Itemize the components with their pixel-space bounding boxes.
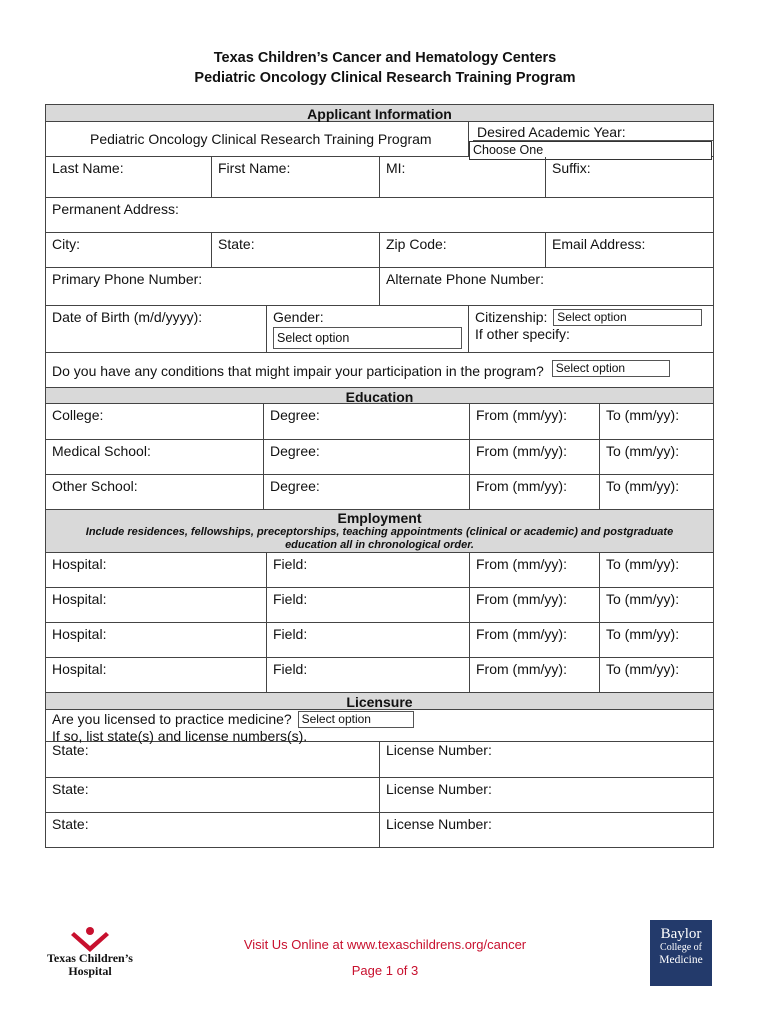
employment-row	[46, 623, 714, 658]
last-name-field[interactable]: Last Name:	[46, 157, 212, 197]
hospital-field[interactable]: Hospital:	[46, 553, 267, 587]
citizenship-label: Citizenship:	[475, 309, 548, 325]
employment-row	[46, 553, 714, 588]
field-field[interactable]: Field:	[267, 588, 470, 622]
education-section-title: Education	[46, 388, 714, 403]
employment-row	[46, 658, 714, 693]
program-row	[46, 122, 714, 157]
medical-school-field[interactable]: Medical School:	[46, 440, 264, 474]
conditions-question: Do you have any conditions that might impair your participation in the program?	[52, 363, 544, 379]
desired-year-label: Desired Academic Year:	[473, 124, 713, 141]
employment-section-title: Employment	[337, 510, 422, 526]
city-field[interactable]: City:	[46, 233, 212, 267]
gender-label: Gender:	[273, 309, 324, 325]
other-school-field[interactable]: Other School:	[46, 475, 264, 509]
gender-cell	[267, 306, 469, 352]
education-row	[46, 440, 714, 475]
dob-field[interactable]: Date of Birth (m/d/yyyy):	[46, 306, 267, 352]
suffix-field[interactable]: Suffix:	[546, 157, 714, 197]
licensure-question-row	[46, 710, 714, 742]
from-date-field[interactable]: From (mm/yy):	[470, 553, 600, 587]
degree-field[interactable]: Degree:	[264, 404, 470, 439]
license-number-field[interactable]: License Number:	[380, 742, 714, 777]
applicant-section-header	[46, 105, 714, 122]
alternate-phone-field[interactable]: Alternate Phone Number:	[380, 268, 714, 305]
license-state-field[interactable]: State:	[46, 742, 380, 777]
page-number: Page 1 of 3	[351, 963, 419, 978]
application-form	[45, 104, 714, 848]
employment-row	[46, 588, 714, 623]
form-title: Texas Children’s Cancer and Hematology Centers	[213, 50, 557, 66]
baylor-line1: Baylor	[660, 926, 702, 942]
licensure-question-cell	[46, 710, 714, 744]
zip-field[interactable]: Zip Code:	[380, 233, 546, 267]
baylor-line3: Medicine	[659, 954, 703, 966]
citizenship-cell	[469, 306, 714, 352]
from-date-field[interactable]: From (mm/yy):	[470, 588, 600, 622]
employment-section-header	[46, 510, 714, 553]
hospital-field[interactable]: Hospital:	[46, 588, 267, 622]
desired-year-cell	[469, 122, 714, 156]
license-state-field[interactable]: State:	[46, 778, 380, 812]
tch-logo-line1: Texas Children’s	[47, 951, 133, 965]
college-field[interactable]: College:	[46, 404, 264, 439]
to-date-field[interactable]: To (mm/yy):	[600, 553, 714, 587]
to-date-field[interactable]: To (mm/yy):	[600, 404, 714, 439]
email-field[interactable]: Email Address:	[546, 233, 714, 267]
to-date-field[interactable]: To (mm/yy):	[600, 623, 714, 657]
conditions-row	[46, 353, 714, 388]
licensure-section-header	[46, 693, 714, 710]
website-link[interactable]: Visit Us Online at www.texaschildrens.org/cancer	[243, 937, 527, 952]
licensed-select[interactable]: Select option	[298, 711, 414, 728]
from-date-field[interactable]: From (mm/yy):	[470, 623, 600, 657]
name-row	[46, 157, 714, 198]
conditions-select[interactable]: Select option	[552, 360, 670, 377]
from-date-field[interactable]: From (mm/yy):	[470, 440, 600, 474]
employment-header-cell	[46, 510, 714, 552]
gender-select[interactable]: Select option	[273, 327, 462, 349]
permanent-address-field[interactable]: Permanent Address:	[46, 198, 714, 232]
to-date-field[interactable]: To (mm/yy):	[600, 658, 714, 692]
hospital-field[interactable]: Hospital:	[46, 658, 267, 692]
field-field[interactable]: Field:	[267, 658, 470, 692]
license-number-field[interactable]: License Number:	[380, 778, 714, 812]
from-date-field[interactable]: From (mm/yy):	[470, 658, 600, 692]
field-field[interactable]: Field:	[267, 553, 470, 587]
city-row	[46, 233, 714, 268]
desired-year-select[interactable]: Choose One	[469, 141, 712, 160]
from-date-field[interactable]: From (mm/yy):	[470, 475, 600, 509]
program-name: Pediatric Oncology Clinical Research Training Program	[46, 122, 469, 156]
licensure-section-title: Licensure	[46, 693, 714, 709]
state-field[interactable]: State:	[212, 233, 380, 267]
baylor-logo	[650, 920, 712, 986]
citizenship-select[interactable]: Select option	[553, 309, 702, 326]
hospital-field[interactable]: Hospital:	[46, 623, 267, 657]
baylor-line2: College of	[660, 942, 702, 953]
license-row	[46, 742, 714, 778]
address-row	[46, 198, 714, 233]
tch-logo-line2: Hospital	[68, 964, 112, 978]
education-section-header	[46, 388, 714, 404]
degree-field[interactable]: Degree:	[264, 475, 470, 509]
licensed-question: Are you licensed to practice medicine?	[52, 711, 292, 727]
dob-row	[46, 306, 714, 353]
field-field[interactable]: Field:	[267, 623, 470, 657]
license-list-note: If so, list state(s) and license numbers(s).	[52, 728, 308, 744]
to-date-field[interactable]: To (mm/yy):	[600, 475, 714, 509]
degree-field[interactable]: Degree:	[264, 440, 470, 474]
license-row	[46, 778, 714, 813]
primary-phone-field[interactable]: Primary Phone Number:	[46, 268, 380, 305]
first-name-field[interactable]: First Name:	[212, 157, 380, 197]
form-subtitle: Pediatric Oncology Clinical Research Training Program	[194, 70, 576, 86]
education-row	[46, 475, 714, 510]
education-row	[46, 404, 714, 440]
applicant-section-title: Applicant Information	[46, 105, 714, 121]
license-number-field[interactable]: License Number:	[380, 813, 714, 847]
other-specify-label: If other specify:	[475, 326, 570, 342]
employment-instructions: Include residences, fellowships, preceptorships, teaching appointments (clinical or academic) and postgraduate education all in chronological order.	[85, 526, 674, 551]
license-state-field[interactable]: State:	[46, 813, 380, 847]
to-date-field[interactable]: To (mm/yy):	[600, 440, 714, 474]
conditions-cell	[46, 353, 714, 387]
mi-field[interactable]: MI:	[380, 157, 546, 197]
phone-row	[46, 268, 714, 306]
to-date-field[interactable]: To (mm/yy):	[600, 588, 714, 622]
from-date-field[interactable]: From (mm/yy):	[470, 404, 600, 439]
license-row	[46, 813, 714, 848]
